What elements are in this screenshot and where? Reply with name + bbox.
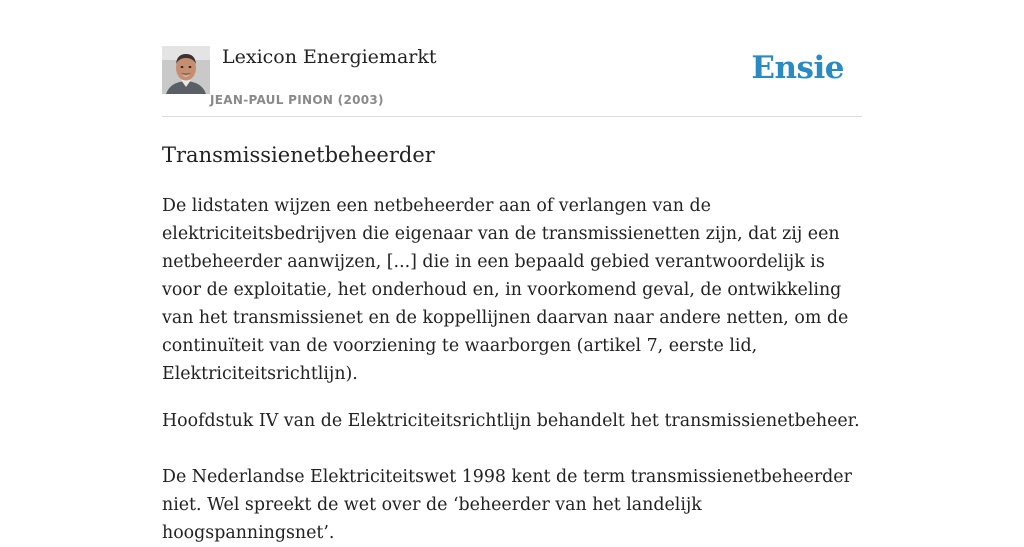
entry-title: Transmissienetbeheerder	[162, 143, 435, 167]
entry-paragraph-2: Hoofdstuk IV van de Elektriciteitsrichtlijn behandelt het transmissienetbeheer.	[162, 411, 860, 431]
ensie-logo[interactable]: Ensie	[751, 50, 844, 86]
book-title[interactable]: Lexicon Energiemarkt	[222, 46, 437, 68]
entry-content	[162, 140, 862, 547]
author-name[interactable]: JEAN-PAUL PINON (2003)	[210, 93, 384, 107]
author-portrait-icon	[162, 46, 210, 94]
header	[162, 40, 862, 117]
entry-paragraph-1: De lidstaten wijzen een netbeheerder aan of verlangen van de elektriciteitsbedrijven die eigenaar van de transmissienetten zijn, dat zij een netbeheerder aanwijzen, [...] die in een bepaald gebied verantwoordelijk is voor de exploitatie, het onderhoud en, in voorkomend geval, de ontwikkeling van het transmissienet en de koppellijnen daarvan naar andere netten, om de continuïteit van de voorziening te waarborgen (artikel 7, eerste lid, Elektriciteitsrichtlijn).	[162, 196, 849, 384]
entry-paragraph-3: De Nederlandse Elektriciteitswet 1998 kent de term transmissienetbeheerder niet. Wel spreekt de wet over de ‘beheerder van het landelijk hoogspanningsnet’.	[162, 467, 852, 543]
author-avatar[interactable]	[162, 46, 210, 94]
